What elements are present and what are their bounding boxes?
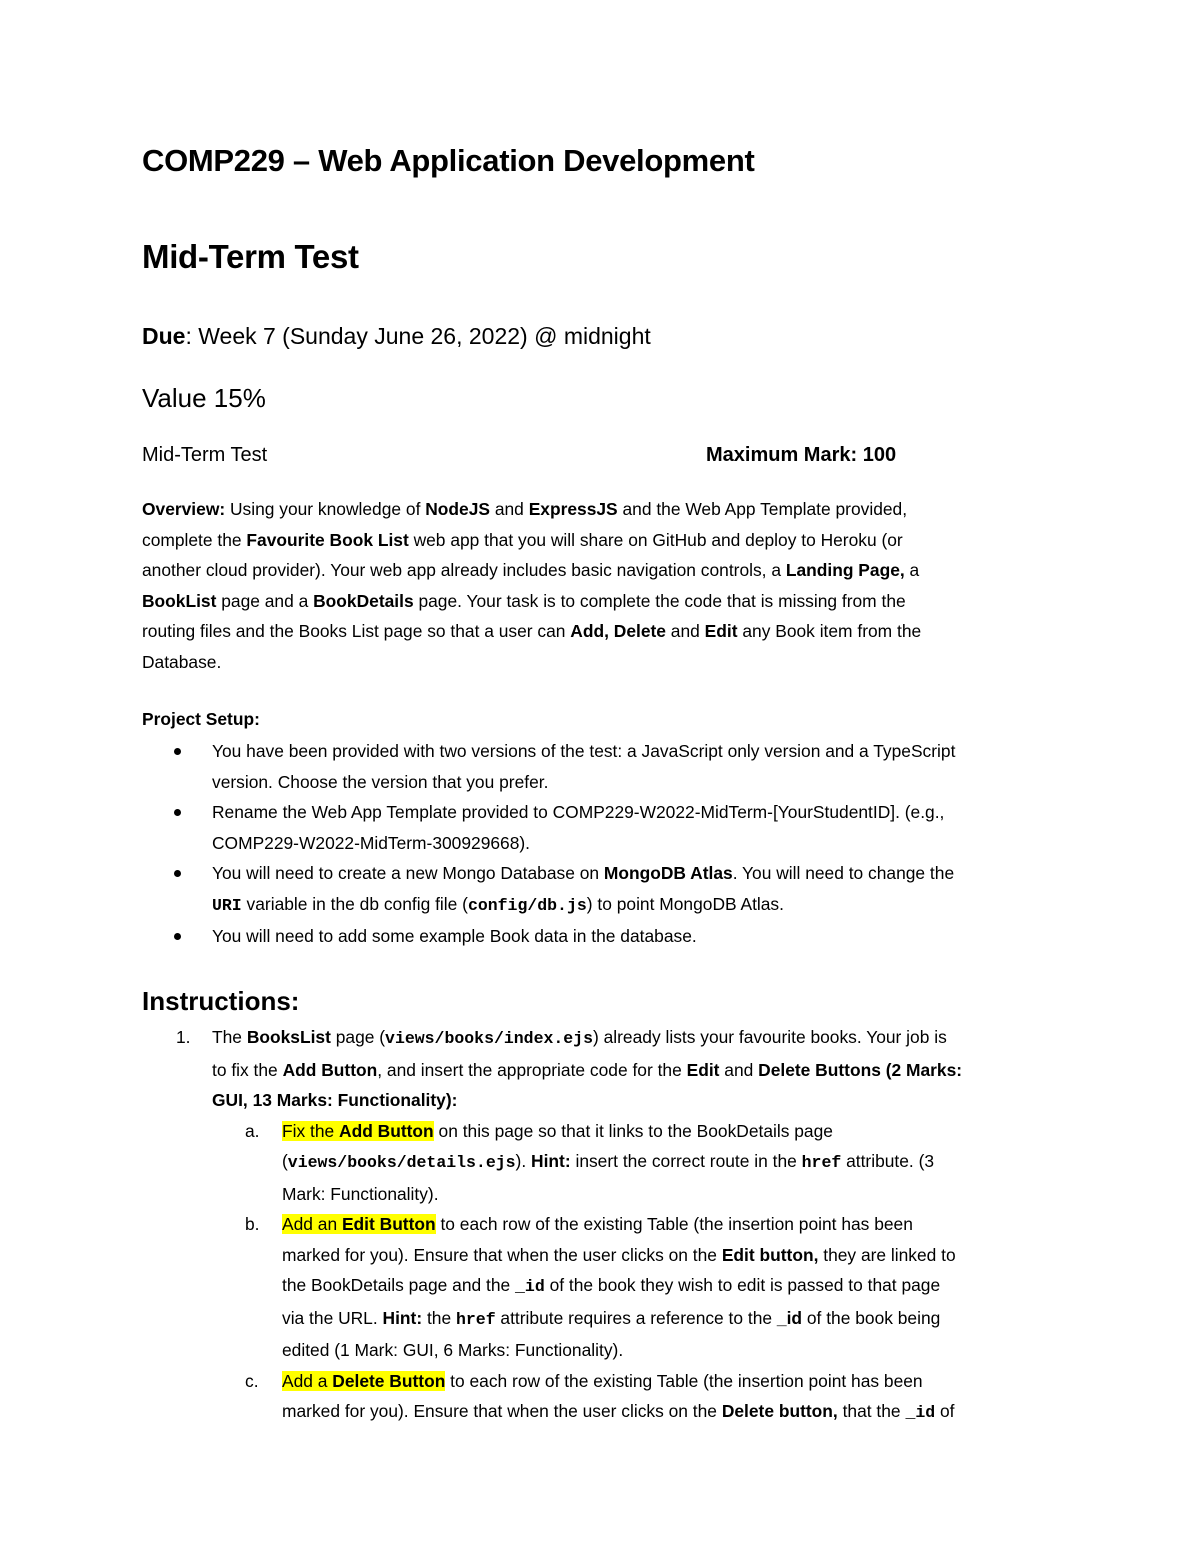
text-run: Fix the — [282, 1120, 340, 1141]
text-run: Hint: — [382, 1307, 423, 1328]
sub-list-item — [142, 1116, 1102, 1210]
setup-bullet-list — [142, 736, 1102, 952]
highlighted-text — [282, 1214, 436, 1234]
list-item — [142, 1022, 1102, 1429]
text-run: web app that you will share on GitHub and deploy to Heroku (or — [408, 529, 903, 550]
list-item — [142, 736, 1102, 797]
text-run: Add a — [282, 1370, 333, 1391]
text-line — [282, 1270, 1102, 1303]
text-run: and — [665, 621, 705, 641]
code-run: views/books/index.ejs — [385, 1029, 593, 1048]
text-line — [282, 1303, 1102, 1336]
text-run: marked for you). Ensure that when the user clicks on the — [282, 1401, 722, 1421]
text-run: that the — [837, 1401, 906, 1421]
sub-list-item — [142, 1209, 1102, 1366]
text-run: any Book item from the — [737, 621, 922, 641]
highlighted-text — [282, 1121, 434, 1141]
code-run: _id — [905, 1403, 936, 1422]
overview-line — [142, 494, 1042, 525]
due-value: : Week 7 (Sunday June 26, 2022) @ midnight — [185, 323, 651, 349]
text-run: Hint: — [531, 1151, 571, 1171]
project-setup-heading: Project Setup: — [142, 709, 260, 729]
overview-line — [142, 586, 1042, 617]
code-run: _id — [515, 1277, 545, 1296]
code-run: href — [455, 1309, 496, 1329]
text-run: the BookDetails page and the — [282, 1275, 516, 1295]
bullet-icon — [174, 748, 181, 755]
text-run: ) already lists your favourite books. Your job is — [592, 1027, 947, 1047]
code-run: href — [801, 1153, 842, 1172]
text-run: via the URL. — [282, 1307, 383, 1328]
code-run: config/db.js — [467, 895, 587, 915]
text-run: marked for you). Ensure that when the user clicks on the — [282, 1244, 722, 1265]
overview-line — [142, 647, 1042, 678]
item-number: 1. — [176, 1027, 191, 1047]
text-run: The — [212, 1027, 247, 1047]
text-line: Rename the Web App Template provided to COMP229-W2022-MidTerm-[YourStudentID]. (e.g., — [212, 802, 945, 822]
list-item — [142, 921, 1102, 952]
overview-line — [142, 525, 1042, 556]
text-line — [282, 1146, 1102, 1179]
text-run: Favourite Book List — [246, 529, 409, 550]
text-line — [282, 1209, 1102, 1240]
text-run: Edit — [686, 1059, 720, 1080]
text-line — [212, 858, 1102, 889]
text-run: Edit — [704, 621, 738, 641]
text-run: of the book they wish to edit is passed to that page — [544, 1275, 941, 1295]
text-run: variable in the db config file ( — [241, 893, 468, 914]
text-line: You have been provided with two versions of the test: a JavaScript only version and a TypeScript — [212, 741, 956, 761]
text-run: Landing Page, — [785, 560, 905, 580]
text-run: Delete — [613, 621, 666, 641]
text-run: NodeJS — [425, 499, 490, 519]
overview-line — [142, 616, 1042, 647]
code-run: views/books/details.ejs — [287, 1153, 516, 1172]
text-run: to fix the — [212, 1059, 283, 1080]
bullet-icon — [174, 870, 181, 877]
text-run: BookDetails — [313, 590, 414, 611]
text-run: page ( — [330, 1027, 386, 1047]
test-title: Mid-Term Test — [142, 238, 359, 275]
text-run: Database. — [142, 651, 222, 672]
list-item — [142, 797, 1102, 858]
instructions-list — [142, 1022, 1102, 1429]
bullet-icon — [174, 933, 181, 940]
text-run: Edit Button — [341, 1214, 436, 1234]
text-run: Add, — [570, 621, 609, 641]
text-run: routing files and the Books List page so that a user can — [142, 621, 571, 641]
text-run: _id — [776, 1307, 803, 1328]
text-line: COMP229-W2022-MidTerm-300929668). — [212, 832, 530, 853]
text-line — [212, 1022, 1102, 1055]
text-run: Delete Buttons (2 Marks: — [758, 1059, 963, 1080]
overview-paragraph — [142, 494, 1042, 677]
item-letter: a. — [245, 1120, 260, 1141]
text-run: and — [490, 499, 529, 519]
text-line — [212, 889, 1102, 922]
text-run: ) to point MongoDB Atlas. — [586, 893, 784, 914]
text-line — [212, 1085, 1102, 1116]
text-run: Delete button, — [721, 1401, 838, 1421]
text-run: page. Your task is to complete the code that is missing from the — [413, 590, 906, 611]
code-run: URI — [212, 895, 242, 915]
overview-label: Overview: — [142, 499, 226, 519]
text-run: and — [719, 1059, 759, 1080]
text-line — [282, 1366, 1102, 1397]
text-run: . You will need to change the — [732, 863, 955, 883]
text-run: Edit button, — [721, 1244, 819, 1265]
text-run: Delete Button — [332, 1370, 446, 1391]
text-run: MongoDB Atlas — [603, 863, 733, 883]
due-date — [142, 323, 651, 350]
bullet-icon — [174, 809, 181, 816]
item-letter: b. — [245, 1214, 260, 1234]
text-run: You will need to create a new Mongo Database on — [212, 863, 604, 883]
text-run: page and a — [216, 590, 314, 611]
text-line: Mark: Functionality). — [282, 1183, 439, 1204]
due-label: Due — [142, 323, 186, 349]
text-line — [282, 1116, 1102, 1147]
text-run: another cloud provider). Your web app already includes basic navigation controls, a — [142, 560, 786, 580]
text-run: BooksList — [246, 1027, 331, 1047]
item-letter: c. — [245, 1370, 259, 1391]
text-run: on this page so that it links to the BookDetails page — [433, 1120, 833, 1141]
text-run: a — [904, 560, 920, 580]
text-run: GUI, 13 Marks: Functionality): — [212, 1090, 458, 1110]
text-run: and the Web App Template provided, — [617, 499, 908, 519]
text-run: , and insert the appropriate code for the — [377, 1059, 687, 1080]
text-line — [282, 1396, 1102, 1429]
text-line — [212, 1055, 1102, 1086]
text-line: edited (1 Mark: GUI, 6 Marks: Functionality). — [282, 1340, 624, 1360]
text-line: version. Choose the version that you prefer. — [212, 771, 549, 792]
text-run: Using your knowledge of — [225, 499, 426, 519]
text-run: to each row of the existing Table (the insertion point has been — [445, 1370, 923, 1391]
instructions-heading: Instructions: — [142, 986, 300, 1016]
text-line — [282, 1240, 1102, 1271]
text-run: BookList — [142, 590, 217, 611]
text-run: insert the correct route in the — [570, 1151, 802, 1171]
text-run: attribute requires a reference to the — [495, 1307, 777, 1328]
text-run: Add Button — [339, 1120, 434, 1141]
sub-list-item — [142, 1366, 1102, 1429]
text-run: they are linked to — [818, 1244, 956, 1265]
text-run: Add an — [282, 1214, 342, 1234]
text-run: of — [935, 1401, 955, 1421]
test-label: Mid-Term Test — [142, 444, 268, 466]
list-item — [142, 858, 1102, 921]
overview-line — [142, 555, 1042, 586]
text-run: of the book being — [802, 1307, 941, 1328]
max-mark: Maximum Mark: 100 — [706, 444, 897, 466]
course-title: COMP229 – Web Application Development — [142, 143, 755, 178]
text-run: Add Button — [282, 1059, 378, 1080]
text-run: to each row of the existing Table (the insertion point has been — [435, 1214, 913, 1234]
text-run: complete the — [142, 529, 247, 550]
text-run: ExpressJS — [528, 499, 618, 519]
highlighted-text — [282, 1371, 445, 1391]
text-run: attribute. (3 — [841, 1151, 935, 1171]
text-run: ( — [282, 1151, 288, 1171]
text-line: You will need to add some example Book data in the database. — [212, 926, 697, 946]
value-weight: Value 15% — [142, 383, 266, 413]
text-run: the — [422, 1307, 456, 1328]
text-run: ). — [515, 1151, 532, 1171]
